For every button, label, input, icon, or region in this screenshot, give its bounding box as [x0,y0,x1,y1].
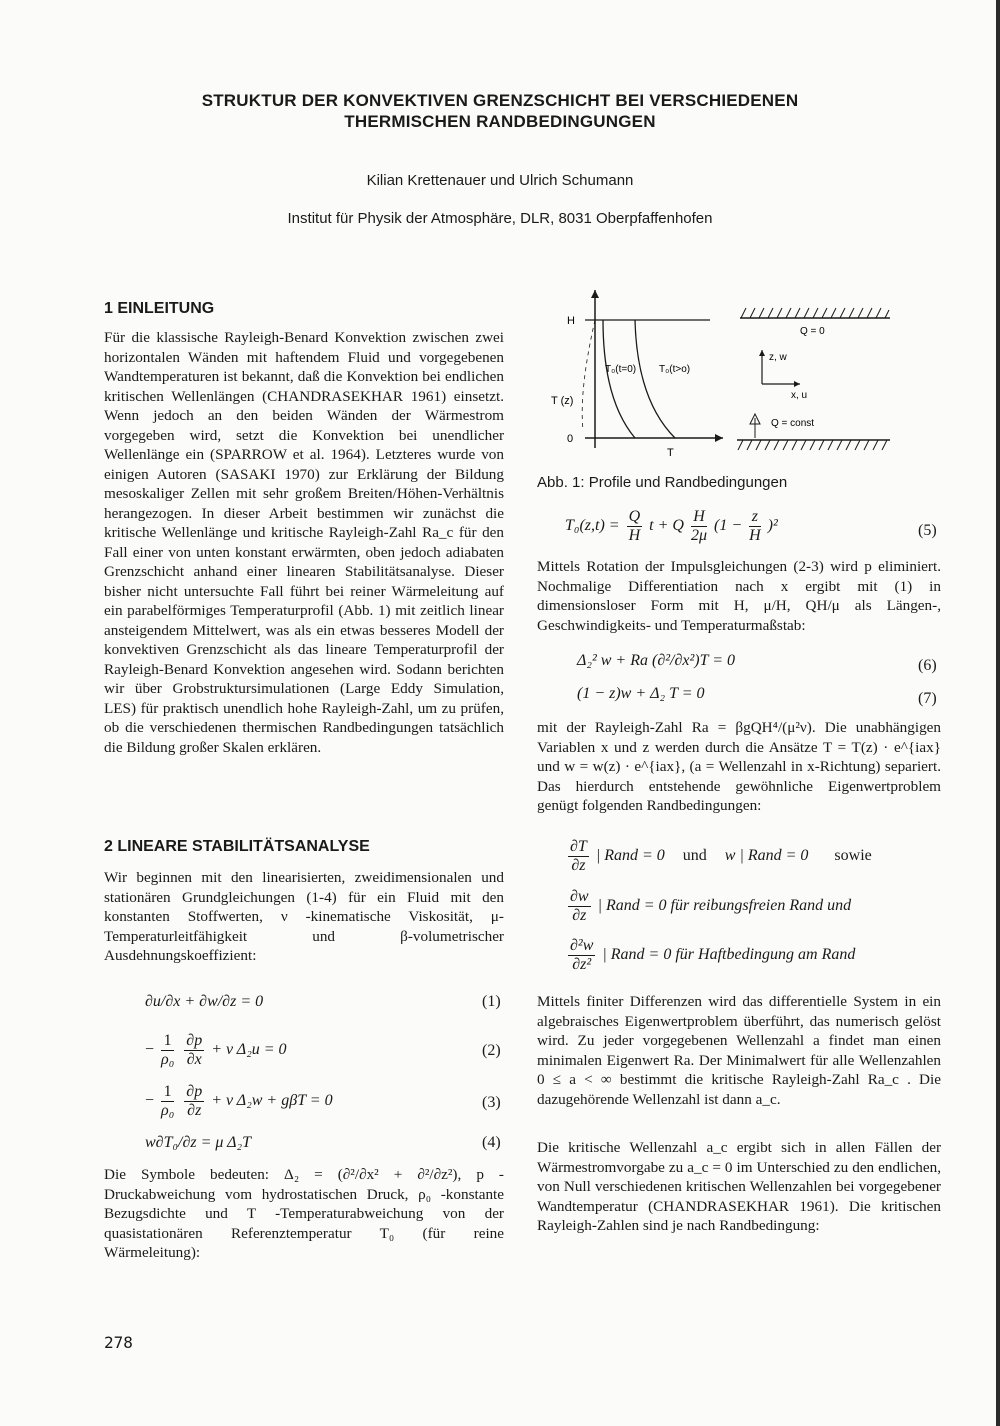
eq3-minus: − [145,1092,155,1110]
authors: Kilian Krettenauer und Ulrich Schumann [366,172,634,189]
right-paragraph-2 [537,718,941,816]
figure-label-T0-t: T₀(t>o) [659,364,691,375]
eq2-f1-num: 1 [161,1032,174,1051]
page-number: 278 [104,1333,133,1352]
figure-1 [545,290,895,460]
equation-3-number: (3) [482,1094,501,1111]
eq2-fraction-1 [161,1032,174,1069]
eq3-fraction-1 [161,1083,174,1120]
bc1-fraction [568,838,589,875]
title-line-2: THERMISCHEN RANDBEDINGUNGEN [344,112,656,131]
title-line-1: STRUKTUR DER KONVEKTIVEN GRENZSCHICHT BEI VERSCHIEDENEN [201,91,799,110]
figure-label-T: T [667,447,674,459]
eq2-tail: + ν Δ₂u = 0 [211,1041,287,1059]
bc3-text: | Rand = 0 für Haftbedingung am Rand [602,946,856,964]
figure-caption: Abb. 1: Profile und Randbedingungen [537,474,788,491]
equation-1: ∂u/∂x + ∂w/∂z = 0 [145,993,264,1010]
bc3-den: ∂z² [572,956,592,973]
eq5-fraction-1 [627,508,643,545]
bc2-den: ∂z [572,907,587,924]
equation-3 [145,1083,333,1120]
bc1-rand: | Rand = 0 [595,847,665,865]
equation-4: w∂T₀/∂z = μ Δ₂T [145,1134,252,1151]
boundary-condition-2 [565,888,851,925]
eq3-f1-num: 1 [161,1083,174,1102]
eq5-f1-den: H [628,527,641,544]
figure-arrow-up [591,290,599,298]
profile-t-later [635,320,675,438]
bottom-wall-hatch [738,440,887,450]
eq2-fraction-2 [184,1032,204,1069]
figure-label-xu: x, u [791,390,808,401]
right-text-1: Mittels Rotation der Impulsgleichungen (2-3) wird p eliminiert. Nochmalige Differentiation nach x ergibt mit (1) in dimensionsloser Form mit H, μ/H, QH/μ als Längen-, Geschwindigkeits- und Temperaturmaßstab: [537,558,941,634]
bc1-den: ∂z [571,857,586,874]
eq5-lhs: T₀(z,t) = [565,517,620,535]
section-2-heading: 2 LINEARE STABILITÄTSANALYSE [104,838,370,855]
bc1-und: und [682,847,707,865]
top-wall-hatch [741,308,889,318]
figure-label-Q0: Q = 0 [800,326,825,337]
eq2-f1-den: ρ₀ [161,1051,175,1068]
bc1-sowie: sowie [834,847,872,865]
section-1-text [104,328,504,757]
figure-label-T0-t0: T₀(t=0) [605,364,637,375]
symbols-text [104,1165,504,1263]
bc1-num: ∂T [570,838,587,855]
equation-6-number: (6) [918,657,937,674]
affiliation: Institut für Physik der Atmosphäre, DLR, 8031 Oberpfaffenhofen [287,210,713,227]
boundary-condition-3 [565,937,855,974]
eq2-f2-num: ∂p [186,1032,203,1049]
boundary-condition-1 [565,838,872,875]
figure-label-Qconst: Q = const [771,418,815,429]
equation-5 [565,508,778,545]
eq5-f1-num: Q [628,508,641,525]
section-2-intro-paragraph: Wir beginnen mit den linearisierten, zweidimensionalen und stationären Grundgleichungen (1-4) für ein Fluid mit den konstanten Stoffwerten, ν -kinematische Viskosität, μ-Temperaturleitfähigkeit und β-volumetrischer Ausdehnungskoeffizient: [104,869,504,964]
bc2-fraction [568,888,591,925]
eq5-f3-num: z [749,508,761,527]
eq5-mid: t + Q [649,517,684,535]
profile-t0 [603,320,635,438]
bc3-fraction [568,937,595,974]
equation-7-number: (7) [918,690,937,707]
equation-7: (1 − z)w + Δ₂ T = 0 [577,685,705,702]
equation-1-number: (1) [482,993,501,1010]
bc3-num: ∂²w [570,937,594,954]
figure-label-Tz: T (z) [551,395,574,407]
equation-5-number: (5) [918,522,937,539]
section-1-heading: 1 EINLEITUNG [104,300,215,317]
right-paragraph-4 [537,1138,941,1236]
equation-2 [145,1032,287,1069]
right-text-3: Mittels finiter Differenzen wird das differentielle System in ein algebraisches Eigenwertproblem überführt, das numerisch gelöst wird. Zu jeder vorgegebenen Wellenzahl a findet man einen minimalen Eigenwert Ra. Der Minimalwert für alle Wellenzahlen 0 ≤ a < ∞ bestimmt die kritische Rayleigh-Zahl Ra_c . Die dazugehörende Wellenzahl ist dann a_c. [537,993,941,1108]
eq5-paren: (1 − [713,517,743,535]
right-paragraph-1 [537,557,941,635]
eq5-close: )² [767,517,778,535]
eq5-fraction-3 [749,508,761,545]
eq2-minus: − [145,1041,155,1059]
profile-perturbation [582,320,595,430]
right-text-4: Die kritische Wellenzahl a_c ergibt sich in allen Fällen der Wärmestromvorgabe zu a_c = 0 im Unterschied zu den endlichen, von Null verschiedenen kritischen Wellenzahlen bei vorgegebener Wandtemperatur (CHANDRASEKHAR 1961). Die kritischen Rayleigh-Zahlen sind je nach Randbedingung: [537,1139,941,1234]
eq3-f1-den: ρ₀ [161,1102,175,1119]
eq5-f2-den: 2μ [690,527,707,544]
bc2-num: ∂w [570,888,589,905]
symbols-paragraph: Die Symbole bedeuten: Δ₂ = (∂²/∂x² + ∂²/∂z²), p -Druckabweichung vom hydrostatischen Druck, ρ₀ -konstante Bezugsdichte und T -Temperaturabweichung von der quasistationären Referenztemperatur T₀ (für reine Wärmeleitung): [104,1166,504,1261]
eq3-fraction-2 [184,1083,204,1120]
eq2-f2-den: ∂x [186,1051,202,1068]
equation-6: Δ₂² w + Ra (∂²/∂x²)T = 0 [577,652,736,669]
eq5-f3-den: H [749,527,761,544]
right-paragraph-3 [537,992,941,1109]
figure-label-zw: z, w [769,352,787,363]
right-text-2: mit der Rayleigh-Zahl Ra = βgQH⁴/(μ²ν). Die unabhängigen Variablen x und z werden durch die Ansätze T = T(z) · e^{iax} und w = w(z) · e^{iax}, (a = Wellenzahl in x-Richtung) separiert. Das hierdurch entstehende gewöhnliche Eigenwertproblem genügt folgenden Randbedingungen: [537,719,941,814]
axis-x-arrow [794,381,800,387]
section-2-intro [104,868,504,966]
figure-label-H: H [567,315,575,327]
eq5-fraction-2 [691,508,707,545]
figure-arrow-right [715,434,723,442]
eq3-f2-num: ∂p [186,1083,203,1100]
bc1-w: w | Rand = 0 [724,847,809,865]
equation-4-number: (4) [482,1134,501,1151]
paper-title [0,90,1000,132]
bc2-text: | Rand = 0 für reibungsfreien Rand und [597,897,852,915]
axis-z-arrow [759,350,765,356]
eq3-f2-den: ∂z [187,1102,202,1119]
equation-2-number: (2) [482,1042,501,1059]
figure-label-0: 0 [567,433,574,445]
eq5-f2-num: H [691,508,707,527]
eq3-tail: + ν Δ₂w + gβT = 0 [211,1092,333,1110]
section-1-paragraph: Für die klassische Rayleigh-Benard Konvektion zwischen zwei horizontalen Wänden mit haftendem Fluid und vorgegebenen Wandtemperaturen ist bekannt, daß die Konvektion bei endlichen kritischen Wellenlängen (CHANDRASEKHAR 1961) einsetzt. Wenn jedoch an den beiden Wänden der Wärmestrom vorgegeben wird, setzt die Konvektion bei unendlicher Wellenlänge ein (SPARROW et al. 1964). Letzteres wurde von einigen Autoren (SASAKI 1970) zur Erklärung der Bildung mesoskaliger Zellen mit sehr großem Breiten/Höhen-Verhältnis herangezogen. In dieser Arbeit bestimmen wir zunächst die kritische Wellenlänge und kritische Rayleigh-Zahl Ra_c für den Fall einer von unten konstant erwärmten, oben jedoch adiabaten Grenzschicht anhand einer linearen Stabilitätsanalyse. Dieser bisher nicht untersuchte Fall führt bei reiner Wärmeleitung auf ein parabelförmiges Temperaturprofil (Abb. 1) mit zeitlich linear ansteigendem Mittelwert, was als ein etwas besseres Modell der konvektiven Grenzschicht als das lineare Temperaturprofil der Rayleigh-Benard Konvektion angesehen wird. Sodann berichten wir über Grobstruktursimulationen (Large Eddy Simulation, LES) für praktisch unendlich hohe Rayleigh-Zahl, um zu prüfen, ob die verschiedenen thermischen Randbedingungen tatsächlich die Bildung großer Skalen erklären. [104,329,504,756]
